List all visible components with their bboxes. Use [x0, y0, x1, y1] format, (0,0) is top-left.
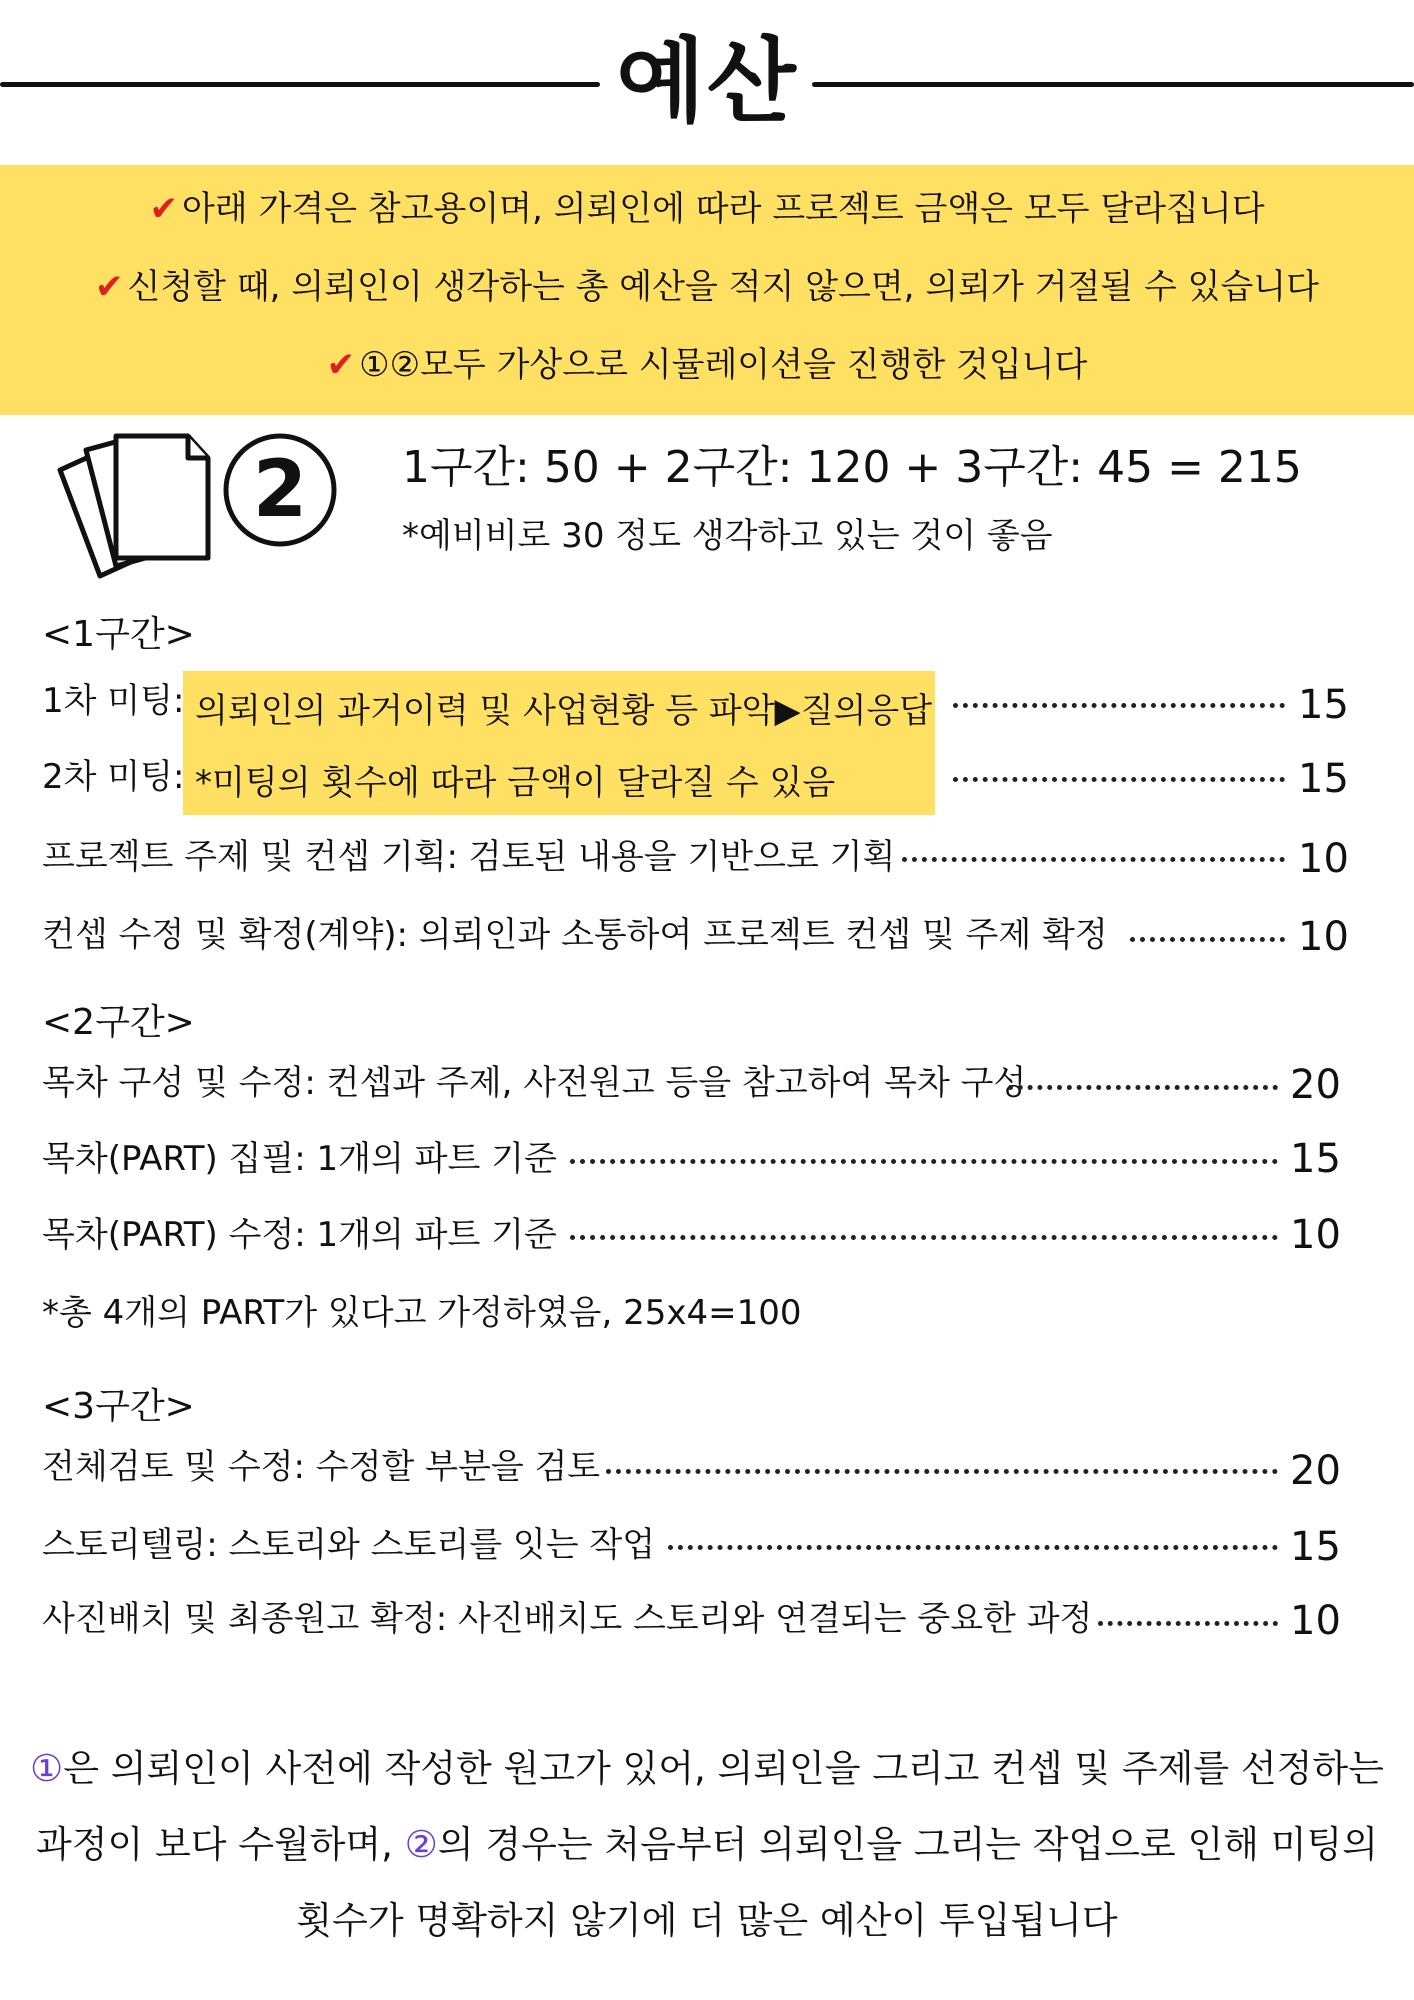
leader-dots: [1130, 937, 1285, 942]
row-value: 15: [1290, 1136, 1341, 1182]
explanation-line-1: ①은 의뢰인이 사전에 작성한 원고가 있어, 의뢰인을 그리고 컨셉 및 주제를 선정하는: [30, 1747, 1384, 1790]
row-value: 20: [1290, 1448, 1341, 1494]
page-title: 예산: [616, 28, 798, 135]
row-label: 목차(PART) 집필: 1개의 파트 기준: [42, 1139, 557, 1179]
row-label: 전체검토 및 수정: 수정할 부분을 검토: [42, 1447, 601, 1487]
reserve-note: *예비비로 30 정도 생각하고 있는 것이 좋음: [402, 516, 1053, 556]
meeting-highlight-line-2: *미팅의 횟수에 따라 금액이 달라질 수 있음: [195, 763, 836, 803]
circle-two-marker: ②: [404, 1823, 438, 1866]
leader-dots: [1098, 1621, 1278, 1626]
check-mark-icon: ✔: [326, 345, 356, 385]
meeting-highlight-line-1: 의뢰인의 과거이력 및 사업현황 등 파악▶질의응답: [195, 691, 933, 731]
row-label: 컨셉 수정 및 확정(계약): 의뢰인과 소통하여 프로젝트 컨셉 및 주제 확정: [42, 915, 1108, 955]
notice-line-2: ✔ 신청할 때, 의뢰인이 생각하는 총 예산을 적지 않으면, 의뢰가 거절될 수 있습니다: [94, 267, 1319, 307]
row-value: 20: [1290, 1062, 1341, 1108]
row-label: 사진배치 및 최종원고 확정: 사진배치도 스토리와 연결되는 중요한 과정: [42, 1599, 1093, 1639]
explanation-line-2: 과정이 보다 수월하며, ②의 경우는 처음부터 의뢰인을 그리는 작업으로 인해 미팅의: [35, 1823, 1379, 1866]
row-label: 스토리텔링: 스토리와 스토리를 잇는 작업: [42, 1525, 656, 1565]
notice-box: [0, 165, 1414, 415]
leader-dots: [953, 777, 1285, 782]
row-value: 15: [1298, 756, 1349, 802]
notice-line-1: ✔ 아래 가격은 참고용이며, 의뢰인에 따라 프로젝트 금액은 모두 달라집니다: [149, 189, 1265, 229]
leader-dots: [668, 1545, 1278, 1550]
row-value: 10: [1290, 1212, 1341, 1258]
case-number-badge: [222, 432, 338, 548]
row-value: 15: [1290, 1524, 1341, 1570]
leader-dots: [902, 857, 1285, 862]
check-mark-icon: ✔: [149, 189, 178, 229]
row-value: 10: [1290, 1598, 1341, 1644]
leader-dots: [570, 1235, 1278, 1240]
section-2-heading: <2구간>: [42, 1002, 195, 1043]
notice-line-3: ✔ ①②모두 가상으로 시뮬레이션을 진행한 것입니다: [326, 345, 1088, 385]
leader-dots: [1008, 1085, 1278, 1090]
row-label: 1차 미팅:: [42, 681, 185, 721]
circle-one-marker: ①: [30, 1747, 64, 1790]
budget-formula: 1구간: 50 + 2구간: 120 + 3구간: 45 = 215: [402, 442, 1302, 493]
leader-dots: [953, 703, 1285, 708]
leader-dots: [570, 1159, 1278, 1164]
row-value: 15: [1298, 682, 1349, 728]
documents-icon: [52, 428, 222, 588]
svg-text:2: 2: [252, 445, 308, 535]
part-footnote: *총 4개의 PART가 있다고 가정하였음, 25x4=100: [42, 1293, 802, 1333]
row-label: 목차 구성 및 수정: 컨셉과 주제, 사전원고 등을 참고하여 목차 구성: [42, 1063, 1027, 1103]
explanation-line-3: 횟수가 명확하지 않기에 더 많은 예산이 투입됩니다: [296, 1899, 1118, 1942]
check-mark-icon: ✔: [94, 267, 124, 307]
row-value: 10: [1298, 914, 1349, 960]
leader-dots: [606, 1469, 1278, 1474]
row-value: 10: [1298, 836, 1349, 882]
section-3-heading: <3구간>: [42, 1386, 195, 1427]
row-label: 목차(PART) 수정: 1개의 파트 기준: [42, 1215, 557, 1255]
section-1-heading: <1구간>: [42, 614, 195, 655]
row-label: 2차 미팅:: [42, 757, 185, 797]
row-label: 프로젝트 주제 및 컨셉 기획: 검토된 내용을 기반으로 기획: [42, 837, 896, 877]
